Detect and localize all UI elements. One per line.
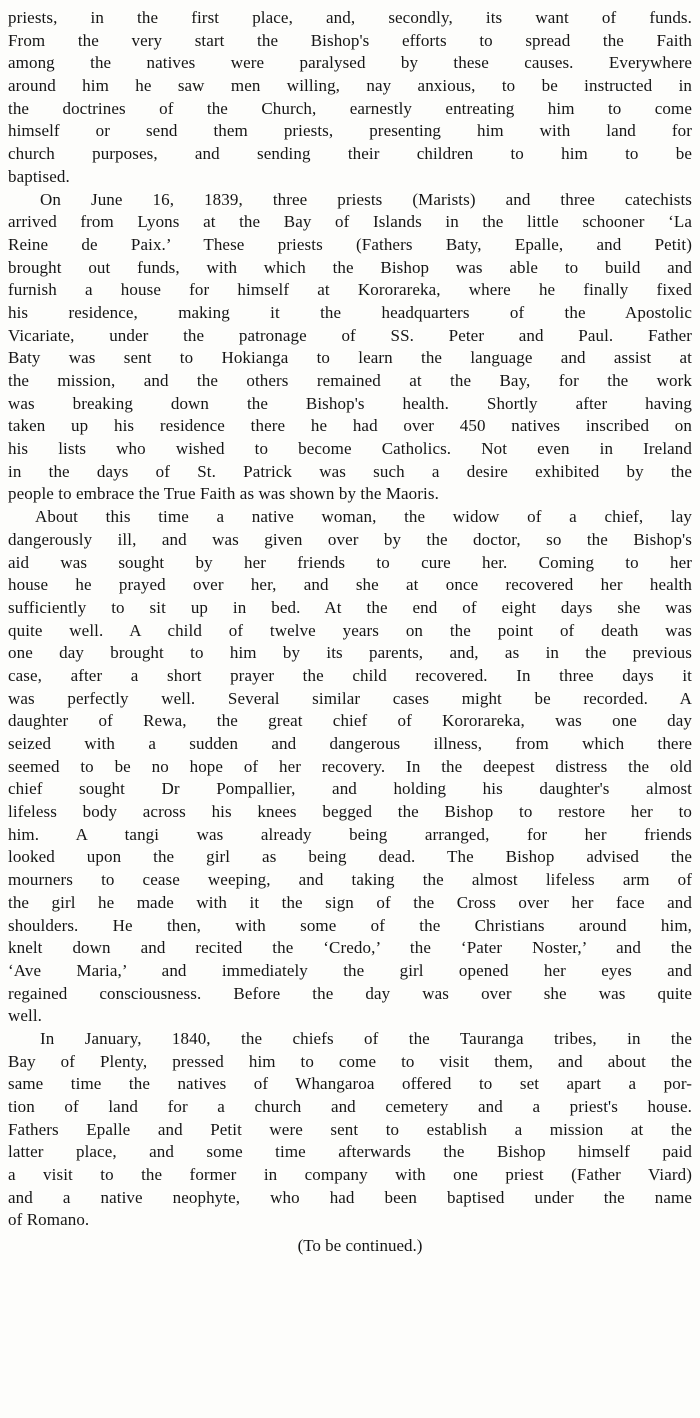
text-line: In January, 1840, the chiefs of the Tauranga tribes, in the [40,1028,692,1048]
text-line: seized with a sudden and dangerous illness, from which there [8,734,692,753]
text-line: knelt down and recited the ‘Credo,’ the ‘Pater Noster,’ and the [8,938,692,958]
text-line: the mission, and the others remained at the Bay, for the work [8,371,692,390]
text-line: regained consciousness. Before the day was over she was quite [8,983,692,1003]
paragraph [8,506,692,1028]
text-line: his residence, making it the headquarters of the Apostolic [8,302,692,322]
text-line: in the days of St. Patrick was such a desire exhibited by the [8,461,692,481]
text-line: Reine de Paix.’ These priests (Fathers Baty, Epalle, and Petit) [8,234,692,254]
text-line: priests, in the first place, and, secondly, its want of funds. [8,8,692,27]
text-line: people to embrace the True Faith as was shown by the Maoris. [8,484,439,504]
text-line: Bay of Plenty, pressed him to come to visit them, and about the [8,1051,692,1071]
text-line: Vicariate, under the patronage of SS. Peter and Paul. Father [8,325,692,345]
text-line: his lists who wished to become Catholics. Not even in Ireland [8,439,692,459]
text-line: quite well. A child of twelve years on the point of death was [8,620,692,640]
text-line: From the very start the Bishop's efforts to spread the Faith [8,30,692,50]
text-line: the girl he made with it the sign of the Cross over her face and [8,892,692,912]
text-line: brought out funds, with which the Bishop was able to build and [8,257,692,277]
text-line: was breaking down the Bishop's health. Shortly after having [8,393,692,413]
text-line: tion of land for a church and cemetery and a priest's house. [8,1097,692,1116]
text-line: Baty was sent to Hokianga to learn the language and assist at [8,348,692,368]
text-line: him. A tangi was already being arranged, for her friends [8,824,692,844]
text-line: Fathers Epalle and Petit were sent to establish a mission at the [8,1119,692,1139]
text-line: same time the natives of Whangaroa offered to set apart a por- [8,1074,692,1094]
text-line: latter place, and some time afterwards the Bishop himself paid [8,1142,692,1162]
text-line: arrived from Lyons at the Bay of Islands in the little schooner ‘La [8,212,692,232]
text-line: himself or send them priests, presenting him with land for [8,121,692,141]
text-line: chief sought Dr Pompallier, and holding his daughter's almost [8,779,692,799]
text-line: baptised. [8,166,70,186]
text-line: church purposes, and sending their children to him to be [8,144,692,164]
to-be-continued-note: (To be continued.) [297,1236,423,1256]
text-line: one day brought to him by its parents, and, as in the previous [8,643,692,663]
text-line: daughter of Rewa, the great chief of Kororareka, was one day [8,711,692,731]
text-line: About this time a native woman, the widow of a chief, lay [35,507,692,527]
text-line: house he prayed over her, and she at once recovered her health [8,575,692,595]
text-line: sufficiently to sit up in bed. At the end of eight days she was [8,597,692,617]
text-line: of Romano. [8,1210,90,1230]
paragraph [8,7,692,189]
article-body [8,7,692,1232]
text-line: the doctrines of the Church, earnestly entreating him to come [8,98,692,118]
text-line: was perfectly well. Several similar cases might be recorded. A [8,688,692,708]
text-line: mourners to cease weeping, and taking the almost lifeless arm of [8,870,692,890]
paragraph [8,1028,692,1232]
text-line: seemed to be no hope of her recovery. In the deepest distress the old [8,756,692,776]
text-line: dangerously ill, and was given over by the doctor, so the Bishop's [8,529,692,549]
text-line: furnish a house for himself at Kororareka, where he finally fixed [8,280,692,300]
text-line: a visit to the former in company with one priest (Father Viard) [8,1165,692,1185]
paragraph [8,189,692,507]
text-line: ‘Ave Maria,’ and immediately the girl opened her eyes and [8,960,692,980]
text-line: among the natives were paralysed by these causes. Everywhere [8,53,692,73]
text-line: On June 16, 1839, three priests (Marists) and three catechists [40,189,692,209]
text-line: taken up his residence there he had over 450 natives inscribed on [8,416,692,436]
text-line: aid was sought by her friends to cure her. Coming to her [8,552,692,572]
text-line: case, after a short prayer the child recovered. In three days it [8,665,692,685]
text-line: shoulders. He then, with some of the Christians around him, [8,915,692,935]
text-line: lifeless body across his knees begged the Bishop to restore her to [8,802,692,822]
text-line: looked upon the girl as being dead. The Bishop advised the [8,847,692,867]
text-line: and a native neophyte, who had been baptised under the name [8,1187,692,1207]
text-line: well. [8,1006,43,1026]
text-line: around him he saw men willing, nay anxious, to be instructed in [8,76,692,96]
